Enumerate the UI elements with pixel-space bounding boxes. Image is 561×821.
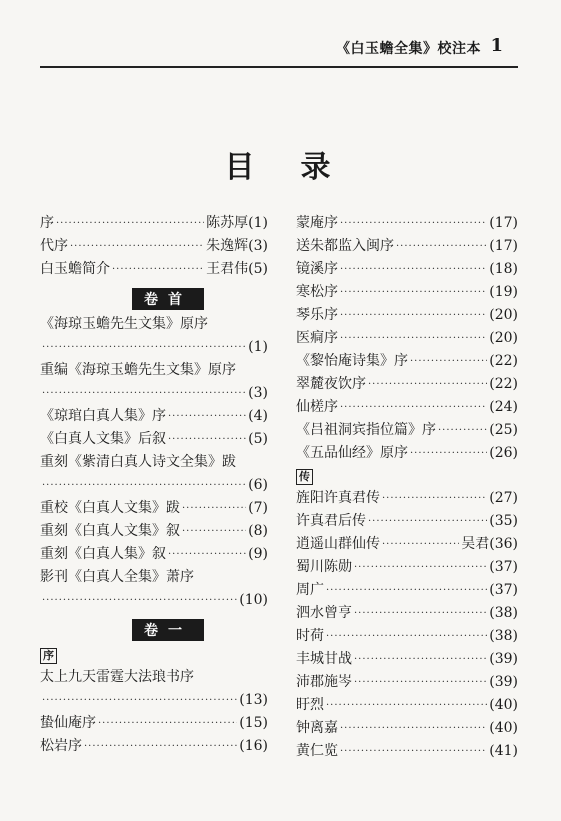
toc-entry[interactable]: 蒙庵序 ····· (17) [296,212,518,235]
dot-leader [326,694,487,717]
toc-entry[interactable]: 重校《白真人文集》跋 ····· (7) [40,497,268,520]
dot-leader [396,235,487,258]
dot-leader [42,336,246,359]
entry-title: 白玉蟾简介 [40,261,110,277]
dot-leader [340,212,487,235]
toc-entry[interactable]: 《琼琯白真人集》序 ····· (4) [40,405,268,428]
dot-leader [112,258,204,281]
dot-leader [84,735,237,758]
entry-page: 朱逸辉(3) [206,238,268,254]
dot-leader [340,304,487,327]
dot-leader [340,396,487,419]
toc-entry-title[interactable]: 重刻《紫清白真人诗文全集》跋 [40,454,236,470]
toc-entry[interactable]: 旌阳许真君传 ····· (27) [296,487,518,510]
subsection-label-zhuan: 传 [296,469,313,485]
dot-leader [340,327,487,350]
toc-entry[interactable]: 周广 ····· (37) [296,579,518,602]
dot-leader [70,235,204,258]
toc-entry[interactable]: 松岩序 ····· (16) [40,735,268,758]
dot-leader [42,589,237,612]
entry-title: 序 [40,215,54,231]
toc-entry[interactable]: 蛰仙庵序 ····· (15) [40,712,268,735]
toc-entry[interactable]: 逍遥山群仙传 ····· 吴君(36) [296,533,518,556]
subsection-label-xu: 序 [40,648,57,664]
toc-entry[interactable]: 寒松序 ····· (19) [296,281,518,304]
toc-entry[interactable]: 医痌序 ····· (20) [296,327,518,350]
dot-leader [56,212,204,235]
toc-entry[interactable] [40,235,268,258]
toc-entry-title[interactable]: 重编《海琼玉蟾先生文集》原序 [40,362,236,378]
dot-leader [42,382,246,405]
dot-leader [42,474,246,497]
entry-page: 王君伟(5) [206,261,268,277]
book-title: 《白玉蟾全集》校注本 [336,41,481,57]
entry-page: 陈苏厚(1) [206,215,268,231]
toc-entry-page[interactable]: ····· (10) [40,589,268,612]
toc-entry[interactable]: 琴乐序 ····· (20) [296,304,518,327]
dot-leader [326,625,487,648]
toc-entry[interactable]: 翠麓夜饮序 ····· (22) [296,373,518,396]
toc-entry[interactable]: 《黎怡庵诗集》序 ····· (22) [296,350,518,373]
toc-entry[interactable]: 黄仁览 ····· (41) [296,740,518,763]
toc-entry[interactable]: 重刻《白真人文集》叙 ····· (8) [40,520,268,543]
toc-entry[interactable]: 沛郡施岑 ····· (39) [296,671,518,694]
dot-leader [98,712,237,735]
dot-leader [354,648,487,671]
toc-entry-page[interactable]: ····· (13) [40,689,268,712]
toc-entry[interactable]: 钟离嘉 ····· (40) [296,717,518,740]
toc-entry-title[interactable]: 《海琼玉蟾先生文集》原序 [40,316,208,332]
toc-entry-page[interactable]: ····· (6) [40,474,268,497]
toc-entry[interactable]: 蜀川陈勋 ····· (37) [296,556,518,579]
toc-entry[interactable]: 《吕祖洞宾指位篇》序 ····· (25) [296,419,518,442]
dot-leader [410,350,487,373]
dot-leader [168,428,246,451]
dot-leader [42,689,237,712]
toc-entry[interactable] [40,212,268,235]
dot-leader [326,579,487,602]
dot-leader [438,419,487,442]
dot-leader [182,520,246,543]
dot-leader [340,258,487,281]
toc-entry[interactable]: 泗水曾亨 ····· (38) [296,602,518,625]
dot-leader [382,533,459,556]
toc-right-column [296,212,518,763]
toc-entry[interactable]: 《五品仙经》原序 ····· (26) [296,442,518,465]
toc-entry[interactable]: 重刻《白真人集》叙 ····· (9) [40,543,268,566]
dot-leader [168,405,246,428]
page-number: 1 [490,35,503,56]
toc-entry[interactable]: 送朱都监入闽序 ····· (17) [296,235,518,258]
dot-leader [168,543,246,566]
dot-leader [382,487,487,510]
dot-leader [368,373,487,396]
dot-leader [340,717,487,740]
toc-entry-title[interactable]: 影刊《白真人全集》萧序 [40,569,194,585]
dot-leader [182,497,246,520]
toc-entry[interactable]: 仙槎序 ····· (24) [296,396,518,419]
toc-entry-title[interactable]: 太上九天雷霆大法琅书序 [40,669,194,685]
section-banner-juan-shou: 卷首 [132,288,204,310]
dot-leader [410,442,487,465]
toc-entry[interactable]: 《白真人文集》后叙 ····· (5) [40,428,268,451]
toc-entry-page[interactable]: ····· (3) [40,382,268,405]
dot-leader [354,602,487,625]
dot-leader [340,740,487,763]
entry-title: 代序 [40,238,68,254]
toc-entry[interactable]: 丰城甘战 ····· (39) [296,648,518,671]
toc-left-column [40,212,268,758]
toc-entry-page[interactable]: ····· (1) [40,336,268,359]
dot-leader [340,281,487,304]
dot-leader [354,556,487,579]
page-title: 目录 [224,150,377,185]
toc-entry[interactable]: 镜溪序 ····· (18) [296,258,518,281]
section-banner-juan-yi: 卷一 [132,619,204,641]
header-rule [40,66,518,68]
page-header [0,0,561,70]
toc-entry[interactable]: 许真君后传 ····· (35) [296,510,518,533]
dot-leader [368,510,487,533]
toc-entry[interactable]: 时荷 ····· (38) [296,625,518,648]
dot-leader [354,671,487,694]
toc-entry[interactable]: 盱烈 ····· (40) [296,694,518,717]
toc-entry[interactable] [40,258,268,281]
